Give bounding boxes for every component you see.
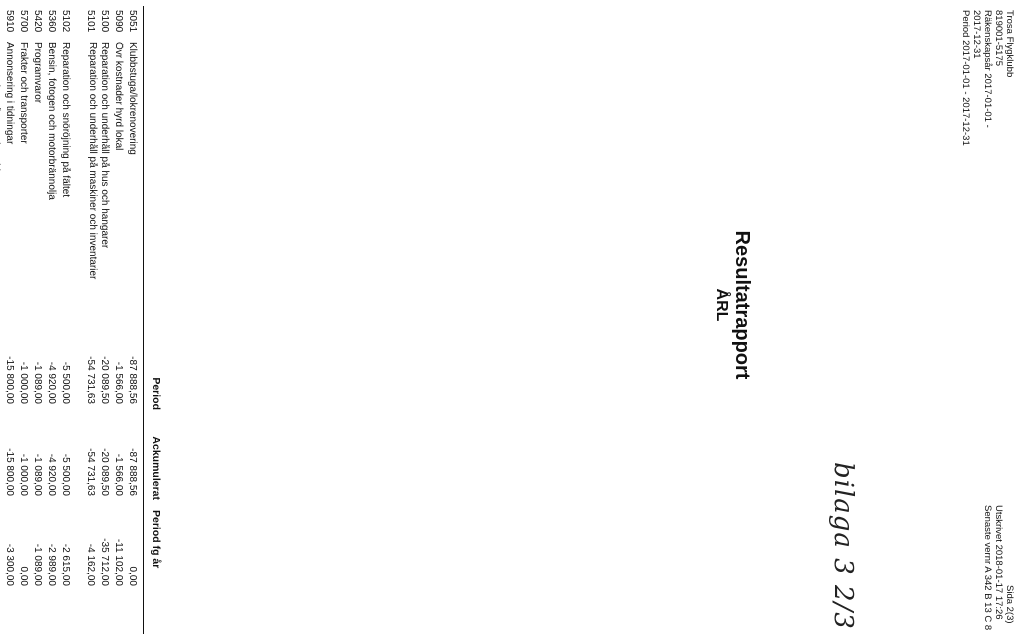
accumulated-value: -54 731,63 <box>85 448 96 496</box>
previous-year-value <box>0 506 1 586</box>
header-rule <box>143 6 144 634</box>
period-value: -1 566,00 <box>113 361 124 404</box>
handwritten-annotation: bilaga 3 2/3 <box>828 462 858 630</box>
account-label: Övr kostnader hyrd lokal <box>113 42 124 151</box>
accumulated-value: -4 920,00 <box>45 453 57 496</box>
period-value: -4 920,00 <box>45 361 57 404</box>
accumulated-value: -5 500,00 <box>59 453 71 496</box>
account-code: 5420 <box>31 10 43 33</box>
account-label: Klubbstuga/lokrenovering <box>127 42 138 155</box>
account-label: Programvaror <box>31 42 43 104</box>
accumulated-value: -1 000,00 <box>17 453 29 496</box>
page-title: Resultatrapport <box>731 230 753 380</box>
period-value: -5 500,00 <box>59 361 71 404</box>
last-voucher: Senaste vernr A 342 B 13 C 8 <box>982 505 993 631</box>
previous-year-value: -1 089,00 <box>31 543 43 586</box>
period-value: -1 089,00 <box>31 361 43 404</box>
accumulated-value: -1 089,00 <box>31 453 43 496</box>
accumulated-value: -87 888,56 <box>127 448 138 496</box>
account-code: 5051 <box>127 10 138 33</box>
account-code: 5101 <box>85 10 96 33</box>
account-row <box>57 6 71 634</box>
account-label: Annonsering i tidningar <box>3 42 15 145</box>
previous-year-value: 0,00 <box>127 566 138 586</box>
account-label: Reparation och snöröjning på fältet <box>59 42 71 198</box>
account-row <box>1 6 15 634</box>
account-code <box>0 10 1 40</box>
page-number: Sida 2(3) <box>1004 585 1015 624</box>
account-label: Frakter och transporter <box>17 42 29 144</box>
account-label: Bensin, fotogen och motorbrännolja <box>45 42 57 200</box>
account-row <box>43 6 57 634</box>
accumulated-value <box>0 416 1 496</box>
period-value: -15 800,00 <box>3 356 15 404</box>
column-header-accumulated: Ackumulerat <box>150 436 162 500</box>
page-subtitle: ÅRL <box>713 288 730 322</box>
account-row <box>15 6 29 634</box>
account-code: 5090 <box>113 10 124 33</box>
accumulated-value: -1 566,00 <box>113 453 124 496</box>
previous-year-value: -2 989,00 <box>45 543 57 586</box>
report-period: Period 2017-01-01 - 2017-12-31 <box>960 10 971 146</box>
account-code: 5102 <box>59 10 71 33</box>
account-label <box>0 42 1 312</box>
account-code: 5700 <box>17 10 29 33</box>
period-value: -1 000,00 <box>17 361 29 404</box>
period-value: -54 731,63 <box>85 356 96 404</box>
account-label: Reparation och underhåll på maskiner och inventarier <box>87 42 98 280</box>
fiscal-year-line1: Räkenskapsår 2017-01-01 - <box>982 10 993 128</box>
account-row <box>124 6 138 634</box>
account-code: 5360 <box>45 10 57 33</box>
account-row <box>96 6 110 634</box>
previous-year-value: -35 712,00 <box>99 538 110 586</box>
previous-year-value: -2 615,00 <box>59 543 71 586</box>
org-number: 819001-5175 <box>993 10 1004 66</box>
account-row <box>0 6 1 634</box>
account-label: Reparation och underhåll på hus och hangarer <box>99 42 110 249</box>
printed-timestamp: Utskrivet 2018-01-17 17:26 <box>993 505 1004 620</box>
account-code: 5100 <box>99 10 110 33</box>
previous-year-value: -4 162,00 <box>85 543 96 586</box>
account-row <box>29 6 43 634</box>
period-value: -87 888,56 <box>127 356 138 404</box>
previous-year-value: 0,00 <box>17 566 29 586</box>
company-name: Trosa Flygklubb <box>1004 10 1015 78</box>
previous-year-value: -3 300,00 <box>3 543 15 586</box>
fiscal-year-line2: 2017-12-31 <box>971 10 982 59</box>
period-value <box>0 324 1 404</box>
accumulated-value: -20 089,50 <box>99 448 110 496</box>
previous-year-value: -11 102,00 <box>113 538 124 586</box>
column-header-previous-year: Period fg år <box>150 510 162 569</box>
column-header-period: Period <box>150 377 162 410</box>
accumulated-value: -15 800,00 <box>3 448 15 496</box>
account-row <box>82 6 96 634</box>
period-value: -20 089,50 <box>99 356 110 404</box>
account-code: 5910 <box>3 10 15 33</box>
account-row <box>110 6 124 634</box>
